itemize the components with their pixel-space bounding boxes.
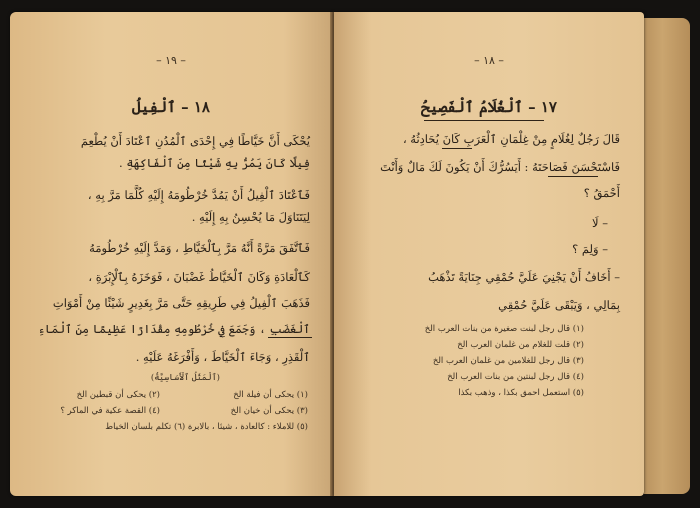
text-line: كَٱلْعَادَةِ وَكَانَ ٱلْخَيَّاطُ غَضْبَانَ ، فَوَخَزَهُ بِٱلْإِبْرَةِ ، xyxy=(88,270,310,284)
exercises-heading: (ٱلْمَثَلُ ٱلْأَسَاسِيَّةُ) xyxy=(150,373,220,383)
page-number: – ١٩ – xyxy=(156,54,186,67)
text-line: – لَا xyxy=(592,216,608,230)
text-line: قَالَ رَجُلٌ لِغُلَامٍ مِنْ غِلْمَانِ ٱلْعَرَبِ كَانَ يُحَادِثُهُ ، xyxy=(402,132,620,146)
text-line: ٱلْغَضَبِ ، وَجَمَعَ فِي خُرْطُومِهِ مِقْدَارًا عَظِيمًا مِنَ ٱلْمَاءِ xyxy=(38,322,310,336)
exercise-item: (١) يحكى أن فيلة الخ xyxy=(233,390,308,400)
exercise-item: (١) قال رجل لبنت صغيرة من بنات العرب الخ xyxy=(424,324,584,334)
text-line: – وَلِمَ ؟ xyxy=(572,242,608,256)
right-page xyxy=(334,12,644,496)
exercise-item: (٤) قال رجل لبنتين من بنات العرب الخ xyxy=(447,372,584,382)
exercise-item: (٤) القصة عكية في الماكر ؟ xyxy=(60,406,160,416)
text-line: أَحْمَقُ ؟ xyxy=(583,186,620,200)
exercise-item: (٥) استعمل احمق بكذا ، وذهب بكذا xyxy=(458,388,584,398)
text-line: يُحْكَى أَنَّ خَيَّاطًا فِي إِحْدَى ٱلْمُدُنِ ٱعْتَادَ أَنْ يُطْعِمَ xyxy=(80,134,310,148)
page-stack-edge xyxy=(644,18,690,494)
pencil-underline xyxy=(548,176,598,177)
exercise-item: (٣) قال رجل للغلامين من غلمان العرب الخ xyxy=(432,356,584,366)
text-line: فِيلًا كَانَ يَمُرُّ بِهِ شَيْئًا مِنَ ٱلْفَاكِهَةِ . xyxy=(119,156,310,170)
pencil-underline xyxy=(442,148,472,149)
pencil-underline xyxy=(268,337,312,338)
story-title: ١٨ – ٱلْفِيلُ xyxy=(131,98,210,116)
text-line: فَٱتَّفَقَ مَرَّةً أَنَّهُ مَرَّ بِٱلْخَيَّاطِ ، وَمَدَّ إِلَيْهِ خُرْطُومَهُ xyxy=(89,241,310,255)
exercise-item: (٥) للاملاء : كالعادة ، شيئا ، بالابرة (٦) تكلم بلسان الخياط xyxy=(105,422,308,432)
text-line: ٱلْقَذِرِ ، وَجَاءَ ٱلْخَيَّاطَ ، وَأَفْرَغَهُ عَلَيْهِ . xyxy=(135,350,310,364)
exercise-item: (٢) قلت للغلام من غلمان العرب الخ xyxy=(457,340,584,350)
left-page xyxy=(10,12,332,496)
text-line: فَاسْتَحْسَنَ فَصَاحَتَهُ : أَيَسُرُّكَ أَنْ يَكُونَ لَكَ مَالٌ وَأَنْتَ xyxy=(380,160,620,174)
text-line: فَٱعْتَادَ ٱلْفِيلُ أَنْ يَمُدَّ خُرْطُومَهُ إِلَيْهِ كُلَّمَا مَرَّ بِهِ ، xyxy=(87,188,310,202)
exercise-item: (٢) يحكى أن قبطين الخ xyxy=(76,390,160,400)
story-title: ١٧ – ٱلْغُلَامُ ٱلْفَصِيحُ xyxy=(421,98,557,116)
exercise-item: (٣) يحكى أن خيان الخ xyxy=(230,406,308,416)
text-line: بِمَالِي ، وَيَبْقَى عَلَيَّ حُمْقِي xyxy=(498,298,620,312)
text-line: لِيَتَنَاوَلَ مَا يُحْسِنُ بِهِ إِلَيْهِ . xyxy=(191,210,310,224)
text-line: – أَخَافُ أَنْ يَجْنِيَ عَلَيَّ حُمْقِي جِنَايَةً تَذْهَبُ xyxy=(428,270,620,284)
title-underline xyxy=(424,120,544,121)
text-line: فَذَهَبَ ٱلْفِيلُ فِي طَرِيقِهِ حَتَّى مَرَّ بِغَدِيرٍ شَيْئًا مِنْ أَمْوَاتِ xyxy=(52,296,310,310)
page-number: – ١٨ – xyxy=(474,54,504,67)
